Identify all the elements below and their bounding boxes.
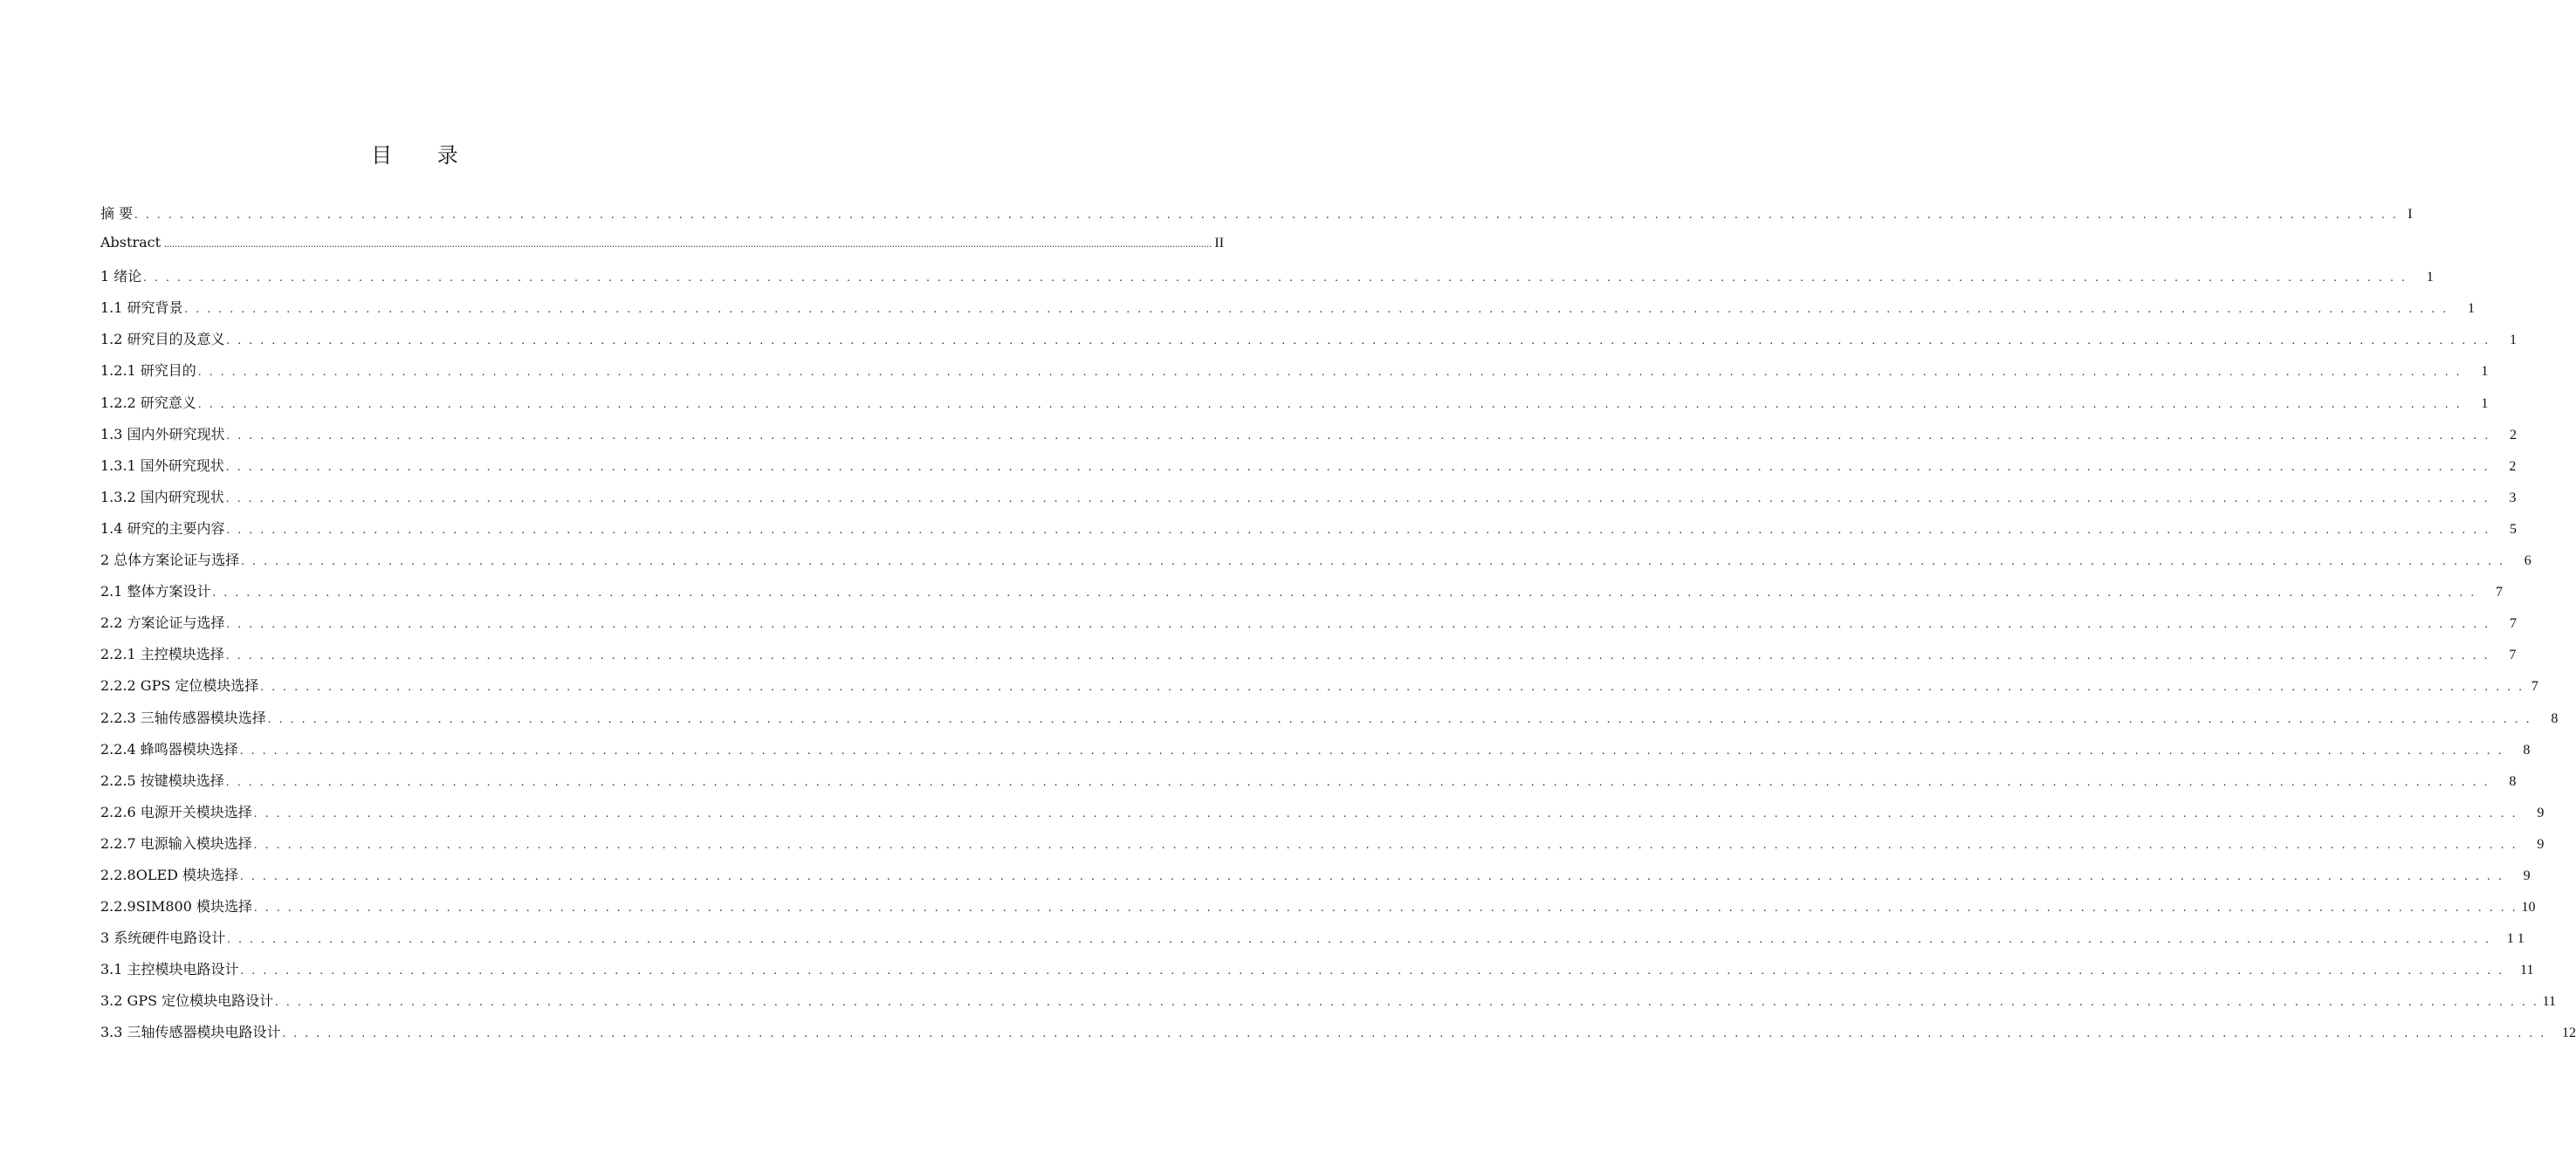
toc-entry[interactable]: [100, 895, 2536, 927]
toc-entry-page: 1: [2481, 364, 2489, 380]
toc-leader-dots: . . . . . . . . . . . . . . . . . . . . . . . . . . . . . . . . . . . . . . . . . . . . . . . . . . . . . . . . . . . . . . . . . . . . . . . . . . . . . . . . . . . . . . . . . . . . . . . . . . . . . . . . . . . . . . . . . . . . . . . . . . . . . . . . . . . . . . . . . . . . . . . . . . . . . . . . . . . . . . . . . . . . . . . . . . . . . . . . . . . . . . . . . . . . . . . . . . . . . . . .: [226, 334, 2491, 348]
toc-leader-dots: . . . . . . . . . . . . . . . . . . . . . . . . . . . . . . . . . . . . . . . . . . . . . . . . . . . . . . . . . . . . . . . . . . . . . . . . . . . . . . . . . . . . . . . . . . . . . . . . . . . . . . . . . . . . . . . . . . . . . . . . . . . . . . . . . . . . . . . . . . . . . . . . . . . . . . . . . . . . . . . . . . . . . . . . . . . . . . . . . . . . . . . . . . . . . . . . . . . . . . . .: [226, 618, 2491, 632]
toc-entry-page: 9: [2537, 836, 2545, 852]
toc-entry-label: 1.3.1 国外研究现状: [100, 456, 224, 474]
toc-leader-dots: . . . . . . . . . . . . . . . . . . . . . . . . . . . . . . . . . . . . . . . . . . . . . . . . . . . . . . . . . . . . . . . . . . . . . . . . . . . . . . . . . . . . . . . . . . . . . . . . . . . . . . . . . . . . . . . . . . . . . . . . . . . . . . . . . . . . . . . . . . . . . . . . . . . . . . . . . . . . . . . . . . . . . . . . . . . . . . . . . . . . . . . . . . . . . . . . . . . . . . . .: [197, 397, 2463, 411]
toc-entry-page: 2: [2510, 427, 2518, 442]
toc-leader-dots: . . . . . . . . . . . . . . . . . . . . . . . . . . . . . . . . . . . . . . . . . . . . . . . . . . . . . . . . . . . . . . . . . . . . . . . . . . . . . . . . . . . . . . . . . . . . . . . . . . . . . . . . . . . . . . . . . . . . . . . . . . . . . . . . . . . . . . . . . . . . . . . . . . . . . . . . . . . . . . . . . . . . . . . . . . . . . . . . . . . . . . . . . . . . . . . . . . . . . . . .: [226, 523, 2491, 537]
toc-entry-label: 2.2.7 电源输入模块选择: [100, 834, 252, 852]
toc-entry-label: 1.2.2 研究意义: [100, 394, 196, 411]
toc-leader-dots: . . . . . . . . . . . . . . . . . . . . . . . . . . . . . . . . . . . . . . . . . . . . . . . . . . . . . . . . . . . . . . . . . . . . . . . . . . . . . . . . . . . . . . . . . . . . . . . . . . . . . . . . . . . . . . . . . . . . . . . . . . . . . . . . . . . . . . . . . . . . . . . . . . . . . . . . . . . . . . . . . . . . . . . . . . . . . . . . . . . . . . . . . . . . . . . . . . . . . . . .: [225, 649, 2490, 663]
toc-entry-page: 3: [2509, 490, 2517, 505]
toc-entry[interactable]: [100, 738, 2531, 770]
toc-entry-label: 3.3 三轴传感器模块电路设计: [100, 1024, 281, 1041]
toc-entry-page: 8: [2523, 742, 2531, 758]
toc-entry[interactable]: [100, 297, 2476, 328]
toc-entry-page: II: [1214, 236, 1225, 251]
toc-entry-page: 2: [2509, 458, 2517, 474]
toc-leader-dots: . . . . . . . . . . . . . . . . . . . . . . . . . . . . . . . . . . . . . . . . . . . . . . . . . . . . . . . . . . . . . . . . . . . . . . . . . . . . . . . . . . . . . . . . . . . . . . . . . . . . . . . . . . . . . . . . . . . . . . . . . . . . . . . . . . . . . . . . . . . . . . . . . . . . . . . . . . . . . . . . . . . . . . . . . . . . . . . . . . . . . . . . . . . . . . . . . . . . . . . .: [240, 869, 2504, 883]
toc-entry-page: 8: [2551, 710, 2559, 726]
toc-entry[interactable]: [100, 580, 2504, 612]
toc-entry-page: 1: [2510, 333, 2518, 348]
toc-entry-label: 2.2.5 按键模块选择: [100, 772, 224, 789]
toc-entry-label: 2.2.3 三轴传感器模块选择: [100, 709, 266, 726]
toc-entry-label: 1.1 研究背景: [100, 299, 183, 317]
toc-entry-page: 1: [2426, 270, 2434, 285]
toc-leader-dots: . . . . . . . . . . . . . . . . . . . . . . . . . . . . . . . . . . . . . . . . . . . . . . . . . . . . . . . . . . . . . . . . . . . . . . . . . . . . . . . . . . . . . . . . . . . . . . . . . . . . . . . . . . . . . . . . . . . . . . . . . . . . . . . . . . . . . . . . . . . . . . . . . . . . . . . . . . . . . . . . . . . . . . . . . . . . . . . . . . . . . . . . . . . . . . . . . . . . . . . .: [227, 933, 2491, 947]
toc-leader-dots: . . . . . . . . . . . . . . . . . . . . . . . . . . . . . . . . . . . . . . . . . . . . . . . . . . . . . . . . . . . . . . . . . . . . . . . . . . . . . . . . . . . . . . . . . . . . . . . . . . . . . . . . . . . . . . . . . . . . . . . . . . . . . . . . . . . . . . . . . . . . . . . . . . . . . . . . . . . . . . . . . . . . . . . . . . . . . . . . . . . . . . . . . . . . . . . . . . . . . . . .: [197, 366, 2463, 380]
toc-entry-label: 2.2.4 蜂鸣器模块选择: [100, 740, 238, 758]
toc-entry[interactable]: [100, 643, 2517, 675]
toc-entry[interactable]: [100, 486, 2517, 518]
toc-entry-page: 7: [2510, 616, 2518, 632]
toc-entry[interactable]: [100, 990, 2557, 1021]
toc-entry[interactable]: [100, 423, 2518, 455]
toc-leader-dots: . . . . . . . . . . . . . . . . . . . . . . . . . . . . . . . . . . . . . . . . . . . . . . . . . . . . . . . . . . . . . . . . . . . . . . . . . . . . . . . . . . . . . . . . . . . . . . . . . . . . . . . . . . . . . . . . . . . . . . . . . . . . . . . . . . . . . . . . . . . . . . . . . . . . . . . . . . . . . . . . . . . . . . . . . . . . . . . . . . . . . . . . . . . . . . . . . . . . . . . .: [267, 712, 2532, 726]
toc-entry-page: 1: [2468, 301, 2476, 317]
toc-entry[interactable]: [100, 202, 2413, 234]
toc-leader-dots: . . . . . . . . . . . . . . . . . . . . . . . . . . . . . . . . . . . . . . . . . . . . . . . . . . . . . . . . . . . . . . . . . . . . . . . . . . . . . . . . . . . . . . . . . . . . . . . . . . . . . . . . . . . . . . . . . . . . . . . . . . . . . . . . . . . . . . . . . . . . . . . . . . . . . . . . . . . . . . . . . . . . . . . . . . . . . . . . . . . . . . . . . . . . . . . . . . . . . . . .: [225, 491, 2490, 505]
toc-entry-page: 7: [2531, 679, 2538, 695]
toc-entry-label: 2.2.9SIM800 模块选择: [100, 898, 253, 916]
toc-entry-label: 1.2.1 研究目的: [100, 362, 196, 380]
toc-leader-dots: . . . . . . . . . . . . . . . . . . . . . . . . . . . . . . . . . . . . . . . . . . . . . . . . . . . . . . . . . . . . . . . . . . . . . . . . . . . . . . . . . . . . . . . . . . . . . . . . . . . . . . . . . . . . . . . . . . . . . . . . . . . . . . . . . . . . . . . . . . . . . . . . . . . . . . . . . . . . . . . . . . . . . . . . . . . . . . . . . . . . . . . . . . . . . . . . . . . . . . . .: [239, 744, 2504, 758]
toc-entry-label: 2 总体方案论证与选择: [100, 552, 240, 569]
toc-entry-label: 2.2.8OLED 模块选择: [100, 866, 239, 883]
toc-entry-label: 1 绪论: [100, 268, 142, 285]
toc-entry-page: 12: [2562, 1026, 2576, 1041]
toc-entry-label: Abstract: [100, 234, 161, 251]
toc-entry-label: 1.3 国内外研究现状: [100, 425, 225, 442]
toc-entry-label: 3.1 主控模块电路设计: [100, 961, 239, 978]
toc-entry-label: 摘 要: [100, 205, 134, 222]
toc-entry[interactable]: [100, 864, 2531, 895]
toc-entry[interactable]: [100, 833, 2545, 864]
toc-entry-page: 7: [2496, 585, 2504, 600]
toc-entry-label: 1.3.2 国内研究现状: [100, 488, 224, 505]
toc-leader-dots: . . . . . . . . . . . . . . . . . . . . . . . . . . . . . . . . . . . . . . . . . . . . . . . . . . . . . . . . . . . . . . . . . . . . . . . . . . . . . . . . . . . . . . . . . . . . . . . . . . . . . . . . . . . . . . . . . . . . . . . . . . . . . . . . . . . . . . . . . . . . . . . . . . . . . . . . . . . . . . . . . . . . . . . . . . . . . . . . . . . . . . . . . . . . . . . . . . . . . . . .: [184, 303, 2449, 317]
toc-leader-dots: . . . . . . . . . . . . . . . . . . . . . . . . . . . . . . . . . . . . . . . . . . . . . . . . . . . . . . . . . . . . . . . . . . . . . . . . . . . . . . . . . . . . . . . . . . . . . . . . . . . . . . . . . . . . . . . . . . . . . . . . . . . . . . . . . . . . . . . . . . . . . . . . . . . . . . . . . . . . . . . . . . . . . . . . . . . . . . . . . . . . . . . . . . . . . . . . . . . . . . . .: [241, 555, 2505, 569]
toc-entry-page: 9: [2537, 805, 2545, 820]
toc-entry-page: 5: [2510, 521, 2518, 537]
toc-leader-dots: . . . . . . . . . . . . . . . . . . . . . . . . . . . . . . . . . . . . . . . . . . . . . . . . . . . . . . . . . . . . . . . . . . . . . . . . . . . . . . . . . . . . . . . . . . . . . . . . . . . . . . . . . . . . . . . . . . . . . . . . . . . . . . . . . . . . . . . . . . . . . . . . . . . . . . . . . . . . . . . . . . . . . . . . . . . . . . . . . . . . . . . . . . . . . . . . . . . . . . . .: [226, 429, 2491, 442]
toc-entry-label: 2.2.1 主控模块选择: [100, 646, 224, 663]
toc-leader-dots: . . . . . . . . . . . . . . . . . . . . . . . . . . . . . . . . . . . . . . . . . . . . . . . . . . . . . . . . . . . . . . . . . . . . . . . . . . . . . . . . . . . . . . . . . . . . . . . . . . . . . . . . . . . . . . . . . . . . . . . . . . . . . . . . . . . . . . . . . . . . . . . . . . . . . . . . . . . . . . . . . . . . . . . . . . . . . . . . . . . . . . . . . . . . . . . . . . . . . . . .: [134, 209, 2399, 222]
toc-entry-page: 11: [2520, 963, 2534, 978]
toc-entry-page: 6: [2524, 553, 2531, 569]
toc-entry-page: 11: [2542, 994, 2557, 1010]
toc-entry[interactable]: [100, 801, 2545, 833]
toc-entry-label: 1.4 研究的主要内容: [100, 519, 225, 537]
toc-entry-label: 1.2 研究目的及意义: [100, 331, 225, 348]
toc-entry-label: 2.2 方案论证与选择: [100, 614, 225, 632]
toc-entry[interactable]: [100, 328, 2518, 360]
toc-entry[interactable]: [100, 234, 1225, 265]
toc-entry[interactable]: [100, 360, 2489, 391]
toc-leader-dots: . . . . . . . . . . . . . . . . . . . . . . . . . . . . . . . . . . . . . . . . . . . . . . . . . . . . . . . . . . . . . . . . . . . . . . . . . . . . . . . . . . . . . . . . . . . . . . . . . . . . . . . . . . . . . . . . . . . . . . . . . . . . . . . . . . . . . . . . . . . . . . . . . . . . . . . . . . . . . . . . . . . . . . . . . . . . . . . . . . . . . . . . . . . . . . . . . . . . . . . .: [212, 586, 2477, 600]
toc-leader-dots: . . . . . . . . . . . . . . . . . . . . . . . . . . . . . . . . . . . . . . . . . . . . . . . . . . . . . . . . . . . . . . . . . . . . . . . . . . . . . . . . . . . . . . . . . . . . . . . . . . . . . . . . . . . . . . . . . . . . . . . . . . . . . . . . . . . . . . . . . . . . . . . . . . . . . . . . . . . . . . . . . . . . . . . . . . . . . . . . . . . . . . . . . . . . . . . . . . . . . . . .: [143, 271, 2408, 285]
toc-leader-dots: ................................................................................................................................................................................................................................................................................................................................................................................................................: [164, 237, 1212, 250]
toc-leader-dots: . . . . . . . . . . . . . . . . . . . . . . . . . . . . . . . . . . . . . . . . . . . . . . . . . . . . . . . . . . . . . . . . . . . . . . . . . . . . . . . . . . . . . . . . . . . . . . . . . . . . . . . . . . . . . . . . . . . . . . . . . . . . . . . . . . . . . . . . . . . . . . . . . . . . . . . . . . . . . . . . . . . . . . . . . . . . . . . . . . . . . . . . . . . . . . . . . . . . . . . .: [282, 1027, 2547, 1041]
toc-entry[interactable]: [100, 927, 2524, 958]
toc-entry-label: 2.2.2 GPS 定位模块选择: [100, 677, 259, 695]
toc-entry[interactable]: [100, 549, 2531, 580]
toc-entry[interactable]: [100, 265, 2434, 297]
toc-entry-page: 1 1: [2506, 931, 2524, 947]
toc-entry[interactable]: [100, 612, 2518, 643]
toc-entry[interactable]: [100, 392, 2489, 423]
toc-entry-label: 3 系统硬件电路设计: [100, 929, 226, 947]
toc-leader-dots: . . . . . . . . . . . . . . . . . . . . . . . . . . . . . . . . . . . . . . . . . . . . . . . . . . . . . . . . . . . . . . . . . . . . . . . . . . . . . . . . . . . . . . . . . . . . . . . . . . . . . . . . . . . . . . . . . . . . . . . . . . . . . . . . . . . . . . . . . . . . . . . . . . . . . . . . . . . . . . . . . . . . . . . . . . . . . . . . . . . . . . . . . . . . . . . . . . . . . . . .: [225, 460, 2490, 474]
toc-entry[interactable]: [100, 958, 2534, 990]
toc-entry-label: 2.2.6 电源开关模块选择: [100, 803, 252, 820]
toc-leader-dots: . . . . . . . . . . . . . . . . . . . . . . . . . . . . . . . . . . . . . . . . . . . . . . . . . . . . . . . . . . . . . . . . . . . . . . . . . . . . . . . . . . . . . . . . . . . . . . . . . . . . . . . . . . . . . . . . . . . . . . . . . . . . . . . . . . . . . . . . . . . . . . . . . . . . . . . . . . . . . . . . . . . . . . . . . . . . . . . . . . . . . . . . . . . . . . . . . . . . . . . .: [275, 996, 2539, 1010]
toc-entry[interactable]: [100, 455, 2517, 486]
toc-leader-dots: . . . . . . . . . . . . . . . . . . . . . . . . . . . . . . . . . . . . . . . . . . . . . . . . . . . . . . . . . . . . . . . . . . . . . . . . . . . . . . . . . . . . . . . . . . . . . . . . . . . . . . . . . . . . . . . . . . . . . . . . . . . . . . . . . . . . . . . . . . . . . . . . . . . . . . . . . . . . . . . . . . . . . . . . . . . . . . . . . . . . . . . . . . . . . . . . . . . . . . . .: [225, 775, 2490, 789]
toc-entry[interactable]: [100, 1021, 2576, 1053]
toc-leader-dots: . . . . . . . . . . . . . . . . . . . . . . . . . . . . . . . . . . . . . . . . . . . . . . . . . . . . . . . . . . . . . . . . . . . . . . . . . . . . . . . . . . . . . . . . . . . . . . . . . . . . . . . . . . . . . . . . . . . . . . . . . . . . . . . . . . . . . . . . . . . . . . . . . . . . . . . . . . . . . . . . . . . . . . . . . . . . . . . . . . . . . . . . . . . . . . . . . . . . . . . .: [240, 964, 2505, 978]
table-of-contents: [100, 202, 2576, 1053]
toc-entry-page: 8: [2509, 773, 2517, 789]
toc-entry[interactable]: [100, 770, 2517, 801]
toc-entry[interactable]: [100, 675, 2538, 706]
toc-leader-dots: . . . . . . . . . . . . . . . . . . . . . . . . . . . . . . . . . . . . . . . . . . . . . . . . . . . . . . . . . . . . . . . . . . . . . . . . . . . . . . . . . . . . . . . . . . . . . . . . . . . . . . . . . . . . . . . . . . . . . . . . . . . . . . . . . . . . . . . . . . . . . . . . . . . . . . . . . . . . . . . . . . . . . . . . . . . . . . . . . . . . . . . . . . . . . . . . . . . . . . . .: [253, 838, 2518, 852]
toc-entry[interactable]: [100, 518, 2518, 549]
toc-entry-page: 10: [2521, 900, 2536, 916]
toc-title: 目 录: [371, 143, 477, 168]
toc-entry-label: 2.1 整体方案设计: [100, 583, 211, 600]
toc-leader-dots: . . . . . . . . . . . . . . . . . . . . . . . . . . . . . . . . . . . . . . . . . . . . . . . . . . . . . . . . . . . . . . . . . . . . . . . . . . . . . . . . . . . . . . . . . . . . . . . . . . . . . . . . . . . . . . . . . . . . . . . . . . . . . . . . . . . . . . . . . . . . . . . . . . . . . . . . . . . . . . . . . . . . . . . . . . . . . . . . . . . . . . . . . . . . . . . . . . . . . . . .: [254, 902, 2518, 916]
toc-entry-page: 7: [2509, 648, 2517, 663]
toc-entry-label: 3.2 GPS 定位模块电路设计: [100, 992, 274, 1010]
toc-entry[interactable]: [100, 707, 2559, 738]
toc-leader-dots: . . . . . . . . . . . . . . . . . . . . . . . . . . . . . . . . . . . . . . . . . . . . . . . . . . . . . . . . . . . . . . . . . . . . . . . . . . . . . . . . . . . . . . . . . . . . . . . . . . . . . . . . . . . . . . . . . . . . . . . . . . . . . . . . . . . . . . . . . . . . . . . . . . . . . . . . . . . . . . . . . . . . . . . . . . . . . . . . . . . . . . . . . . . . . . . . . . . . . . . .: [260, 681, 2524, 695]
toc-entry-page: 1: [2481, 395, 2489, 411]
toc-leader-dots: . . . . . . . . . . . . . . . . . . . . . . . . . . . . . . . . . . . . . . . . . . . . . . . . . . . . . . . . . . . . . . . . . . . . . . . . . . . . . . . . . . . . . . . . . . . . . . . . . . . . . . . . . . . . . . . . . . . . . . . . . . . . . . . . . . . . . . . . . . . . . . . . . . . . . . . . . . . . . . . . . . . . . . . . . . . . . . . . . . . . . . . . . . . . . . . . . . . . . . . .: [253, 806, 2518, 820]
toc-entry-page: I: [2408, 207, 2413, 222]
toc-entry-page: 9: [2523, 868, 2531, 883]
